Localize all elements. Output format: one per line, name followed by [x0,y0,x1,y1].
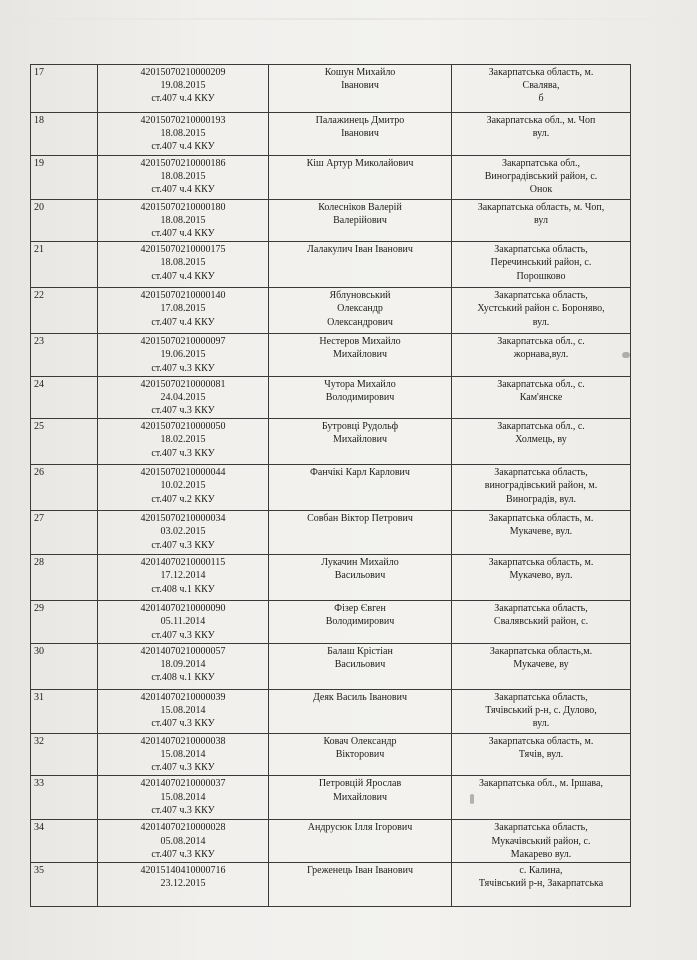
case-date: 18.08.2015 [160,170,206,182]
row-number-cell [31,465,98,511]
person-name-line: Нестеров Михайло [319,336,401,348]
case-article: ст.407 ч.3 ККУ [151,447,215,459]
address-line: жорнава,вул. [513,349,569,361]
case-cell [98,643,269,689]
address-cell [452,511,631,555]
person-name-cell [269,776,452,820]
case-date: 15.08.2014 [160,791,206,803]
case-article: ст.407 ч.3 ККУ [151,629,215,641]
row-number-cell [31,643,98,689]
table-row [31,601,631,644]
address-cell [452,334,631,377]
table-row [31,555,631,601]
address-cell [452,376,631,419]
case-date: 24.04.2015 [160,391,206,403]
person-name-cell [269,820,452,863]
person-name-line: Михайлович [333,791,387,803]
row-number-cell [31,555,98,601]
case-date: 18.09.2014 [160,659,206,670]
table-row [31,689,631,733]
person-name-line: Вікторович [335,749,385,760]
address-line: Онок [529,183,553,195]
address-line: вул. [532,316,550,328]
row-number: 18 [34,115,44,126]
case-cell [98,199,269,242]
table-row [31,334,631,377]
person-name-line: Кіш Артур Миколайович [306,157,414,169]
row-number: 29 [34,603,44,615]
case-date: 18.08.2015 [160,128,206,140]
case-article: ст.407 ч.3 ККУ [151,718,215,730]
case-number: 42014070210000115 [140,557,226,569]
case-cell [98,776,269,820]
case-cell [98,419,269,465]
row-number-cell [31,820,98,863]
address-line: Закарпатська область, [494,603,588,615]
address-line: Закарпатська обл., [501,157,581,169]
case-cell [98,65,269,113]
address-line: Виноградівський район, с. [484,170,598,182]
case-date: 05.11.2014 [160,616,206,628]
row-number: 33 [34,778,44,790]
person-name-line: Андрусюк Ілля Ігорович [307,822,413,834]
address-line: Порошково [516,270,566,282]
person-name-line: Валерійович [333,214,387,226]
person-name-line: Іванович [341,80,379,92]
case-number: 42014070210000057 [140,645,226,657]
address-line: Хустський район с. Бороняво, [477,303,605,315]
address-cell [452,113,631,156]
person-name-line: Деяк Василь Іванович [312,691,408,703]
person-name-line: Яблуновський [329,290,391,302]
case-cell [98,288,269,334]
case-article: ст.408 ч.1 ККУ [151,672,215,684]
case-cell [98,689,269,733]
person-name-cell [269,643,452,689]
address-line: б [538,93,544,105]
paper-fold [0,18,697,20]
address-line: Виноградів, вул. [506,493,576,505]
row-number: 34 [34,822,44,834]
person-name-line: Греженець Іван Іванович [306,864,414,876]
case-date: 19.06.2015 [160,349,206,361]
row-number: 19 [34,157,44,169]
row-number-cell [31,601,98,644]
row-number-cell [31,689,98,733]
row-number: 20 [34,201,44,213]
table-row [31,511,631,555]
address-line: Тячівський р-н, Закарпатська [478,878,604,890]
case-article: ст.407 ч.3 ККУ [151,539,215,551]
address-line: Холмець, ву [515,434,567,446]
case-cell [98,376,269,419]
case-date: 23.12.2015 [160,878,206,890]
case-date: 17.08.2015 [160,303,206,315]
row-number: 25 [34,421,44,433]
row-number: 31 [34,691,44,703]
person-name-line: Кошун Михайло [324,67,396,78]
row-number: 21 [34,244,44,256]
case-article: ст.407 ч.2 ККУ [151,493,215,505]
case-cell [98,555,269,601]
address-line: Свалява, [522,80,560,92]
records-table [30,64,631,907]
row-number-cell [31,113,98,156]
address-line: Макарево вул. [510,848,572,860]
case-number: 42015140410000716 [140,864,226,876]
address-line: Закарпатська обл., с. [497,378,585,390]
row-number-cell [31,334,98,377]
case-cell [98,820,269,863]
row-number-cell [31,733,98,776]
row-number: 23 [34,336,44,348]
address-line: Кам'янске [519,391,563,403]
address-cell [452,862,631,906]
row-number-cell [31,511,98,555]
case-article: ст.407 ч.4 ККУ [151,270,215,282]
person-name-cell [269,689,452,733]
case-cell [98,113,269,156]
row-number-cell [31,242,98,288]
address-line: с. Калина, [519,864,563,876]
case-date: 15.08.2014 [160,705,206,716]
case-article: ст.407 ч.4 ККУ [151,227,215,239]
person-name-cell [269,199,452,242]
address-line: Закарпатська область,м. [489,645,593,657]
address-cell [452,199,631,242]
case-article: ст.407 ч.3 ККУ [151,848,215,860]
person-name-line: Олександрович [327,316,393,328]
person-name-line: Фанчікі Карл Карлович [310,467,410,479]
address-line: Закарпатська область, [494,290,588,302]
address-line: Закарпатська область, м. [488,735,594,747]
case-number: 42015070210000175 [140,244,226,256]
row-number: 17 [34,67,44,78]
case-cell [98,465,269,511]
person-name-line: Совбан Віктор Петрович [307,513,413,525]
row-number-cell [31,376,98,419]
case-number: 42015070210000193 [140,115,226,126]
address-line: Закарпатська обл., м. Чоп [486,115,596,126]
case-number: 42015070210000044 [140,467,226,479]
case-number: 42015070210000050 [140,421,226,433]
person-name-cell [269,419,452,465]
case-number: 42014070210000038 [140,735,226,747]
person-name-cell [269,376,452,419]
address-line: Мукачево, вул. [509,570,573,582]
address-line: Закарпатська область, [494,244,588,256]
row-number-cell [31,288,98,334]
person-name-cell [269,113,452,156]
case-cell [98,733,269,776]
table-row [31,643,631,689]
address-line: Закарпатська обл., м. Іршава, [479,778,603,790]
address-line: вул [534,214,548,226]
row-number: 24 [34,378,44,390]
address-line: Закарпатська область, [494,822,588,834]
person-name-cell [269,65,452,113]
case-number: 42014070210000028 [140,822,226,834]
row-number: 22 [34,290,44,302]
table-row [31,733,631,776]
person-name-cell [269,862,452,906]
row-number: 27 [34,513,44,525]
address-line: Мукачеве, вул. [509,526,573,538]
person-name-line: Чутора Михайло [324,378,396,390]
case-article: ст.407 ч.4 ККУ [151,93,215,105]
case-article: ст.407 ч.3 ККУ [151,804,215,816]
row-number-cell [31,199,98,242]
row-number-cell [31,419,98,465]
address-line: Мукачеве, ву [513,659,569,670]
row-number-cell [31,65,98,113]
address-line: вул. [532,128,550,140]
table-row [31,862,631,906]
person-name-line: Васильович [334,570,386,582]
person-name-cell [269,288,452,334]
case-number: 42015070210000097 [140,336,226,348]
address-line: Перечинський район, с. [490,257,592,269]
case-number: 42015070210000140 [140,290,226,302]
person-name-line: Палажинець Дмитро [315,115,405,126]
case-article: ст.408 ч.1 ККУ [151,583,215,595]
address-cell [452,733,631,776]
case-number: 42015070210000034 [140,513,226,525]
case-cell [98,242,269,288]
case-cell [98,601,269,644]
table-row [31,288,631,334]
row-number: 32 [34,735,44,747]
person-name-line: Олександр [337,303,383,315]
person-name-line: Фізер Євген [334,603,386,615]
case-date: 05.08.2014 [160,835,206,847]
person-name-cell [269,555,452,601]
address-line: Закарпатська обл., с. [497,421,585,433]
table-row [31,776,631,820]
case-article: ст.407 ч.3 ККУ [151,405,215,417]
case-date: 10.02.2015 [160,480,206,492]
case-cell [98,862,269,906]
address-cell [452,820,631,863]
person-name-cell [269,155,452,199]
address-line: Закарпатська область, м. [488,513,594,525]
table-row [31,199,631,242]
case-article: ст.407 ч.4 ККУ [151,316,215,328]
address-line: Тячів, вул. [518,749,564,760]
case-number: 42014070210000039 [140,691,226,703]
case-number: 42015070210000081 [140,378,226,390]
address-cell [452,65,631,113]
table-row [31,419,631,465]
address-line: виноградівський район, м. [484,480,598,492]
person-name-cell [269,465,452,511]
row-number-cell [31,155,98,199]
case-cell [98,511,269,555]
case-number: 42015070210000186 [140,157,226,169]
case-date: 15.08.2014 [160,749,206,760]
case-number: 42014070210000090 [140,603,226,615]
person-name-cell [269,601,452,644]
address-cell [452,689,631,733]
case-article: ст.407 ч.3 ККУ [151,362,215,374]
address-line: Закарпатська обл., с. [497,336,585,348]
case-date: 18.08.2015 [160,257,206,269]
table-row [31,65,631,113]
table-row [31,155,631,199]
address-line: Закарпатська область, м. [488,67,594,78]
address-cell [452,288,631,334]
case-article: ст.407 ч.3 ККУ [151,762,215,774]
row-number: 30 [34,645,44,657]
person-name-cell [269,334,452,377]
person-name-line: Бутровці Рудольф [321,421,399,433]
address-cell [452,465,631,511]
case-cell [98,155,269,199]
person-name-line: Лалакулич Іван Іванович [307,244,413,256]
address-cell [452,242,631,288]
person-name-line: Балаш Крістіан [327,645,393,657]
person-name-line: Ковач Олександр [323,735,397,747]
person-name-line: Петровцій Ярослав [318,778,402,790]
person-name-cell [269,733,452,776]
address-cell [452,776,631,820]
person-name-line: Лукачин Михайло [321,557,399,569]
ink-smudge [470,794,474,804]
person-name-line: Михайлович [333,434,387,446]
row-number-cell [31,776,98,820]
ink-smudge [622,352,630,358]
address-cell [452,643,631,689]
case-number: 42014070210000037 [140,778,226,790]
person-name-cell [269,511,452,555]
address-cell [452,155,631,199]
records-table-body [31,65,631,907]
address-line: Тячівський р-н, с. Дулово, [485,705,597,716]
address-cell [452,555,631,601]
case-cell [98,334,269,377]
case-article: ст.407 ч.4 ККУ [151,183,215,195]
person-name-line: Володимирович [325,391,395,403]
person-name-line: Васильович [334,659,386,670]
table-row [31,820,631,863]
case-article: ст.407 ч.4 ККУ [151,141,215,153]
case-date: 17.12.2014 [160,570,206,582]
address-cell [452,601,631,644]
address-line: вул. [532,718,550,730]
row-number: 35 [34,864,44,876]
person-name-cell [269,242,452,288]
address-line: Закарпатська область, м. [488,557,594,569]
person-name-line: Володимирович [325,616,395,628]
case-date: 18.08.2015 [160,214,206,226]
case-date: 03.02.2015 [160,526,206,538]
case-date: 19.08.2015 [160,80,206,92]
case-date: 18.02.2015 [160,434,206,446]
address-cell [452,419,631,465]
table-row [31,242,631,288]
row-number: 26 [34,467,44,479]
address-line: Закарпатська область, м. Чоп, [477,201,605,213]
row-number: 28 [34,557,44,569]
address-line: Мукачівський район, с. [491,835,591,847]
person-name-line: Колесніков Валерій [318,201,402,213]
table-row [31,376,631,419]
address-line: Свалявський район, с. [493,616,589,628]
person-name-line: Іванович [341,128,379,140]
address-line: Закарпатська область, [494,467,588,479]
case-number: 42015070210000209 [140,67,226,78]
table-row [31,465,631,511]
table-row [31,113,631,156]
row-number-cell [31,862,98,906]
case-number: 42015070210000180 [140,201,226,213]
address-line: Закарпатська область, [494,691,588,703]
person-name-line: Михайлович [333,349,387,361]
